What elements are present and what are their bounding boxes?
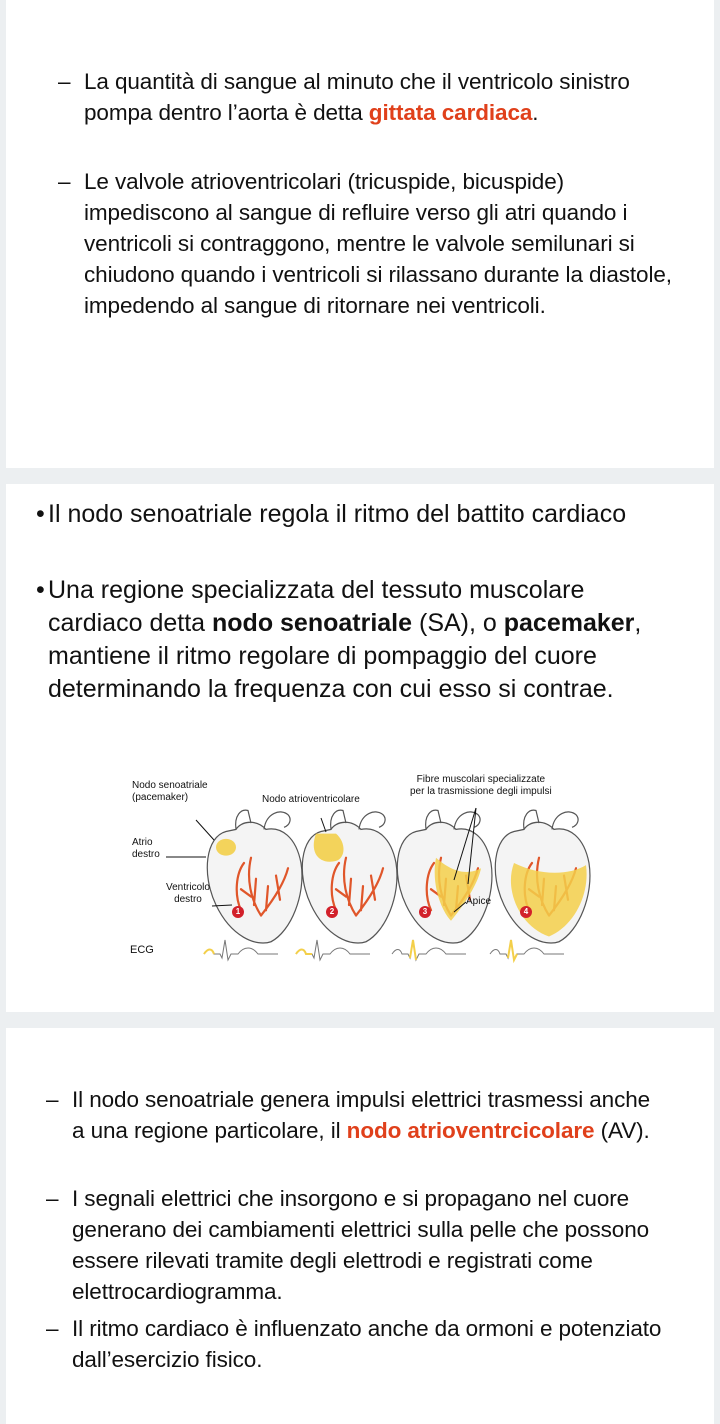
item-text: I segnali elettrici che insorgono e si propagano nel cuore generano dei cambiamenti elettrici sulla pelle che possono essere rilevati tramite degli elettrodi e registrati come elettrocardiogramma.	[72, 1186, 650, 1304]
label-sa-node: Nodo senoatriale (pacemaker)	[132, 780, 208, 803]
dash-marker: –	[46, 1087, 59, 1112]
item-text: Le valvole atrioventricolari (tricuspide, bicuspide) impediscono al sangue di refluire verso gli atri quando i ventricoli si contraggono, mentre le valvole semilunari si chiudono quando i ventricoli si rilassano durante la diastole, impedendo al sangue di ritornare nei ventricoli.	[84, 169, 672, 318]
list-item	[58, 66, 684, 128]
heart-stage-1	[207, 810, 302, 943]
dash-marker: –	[46, 1186, 59, 1211]
highlight-term: nodo atrioventrcicolare	[346, 1118, 595, 1143]
dash-marker: –	[58, 69, 71, 94]
dash-marker: –	[46, 1316, 59, 1341]
bold-term-sa: nodo senoatriale	[212, 609, 413, 637]
heart-diagrams	[6, 780, 714, 980]
slide-3	[6, 1028, 714, 1424]
label-right-atrium: Atrio destro	[132, 837, 160, 860]
item-text-end: (AV).	[594, 1118, 650, 1143]
step-number-1: 1	[232, 906, 244, 918]
bullet-text	[48, 574, 668, 706]
label-ecg: ECG	[130, 944, 154, 956]
list-item	[58, 166, 684, 321]
bold-term-pacemaker: pacemaker	[503, 609, 635, 637]
slide-1	[6, 0, 714, 468]
bullet-text-mid: (SA), o	[412, 609, 504, 637]
item-text: Il nodo senoatriale genera impulsi elettrici trasmessi anche a una regione particolare, il	[72, 1087, 651, 1143]
item-text: Il ritmo cardiaco è influenzato anche da ormoni e potenziato dall’esercizio fisico.	[72, 1316, 662, 1372]
slide-2	[6, 484, 714, 1012]
step-number-4: 4	[520, 906, 532, 918]
label-av-node: Nodo atrioventricolare	[262, 794, 360, 805]
list-item	[46, 1183, 662, 1307]
heart-stage-4	[495, 810, 590, 943]
item-text-end: .	[532, 100, 539, 125]
heart-conduction-figure	[6, 774, 714, 980]
step-number-2: 2	[326, 906, 338, 918]
list-item	[46, 1084, 662, 1146]
bullet-text-end: , mantiene il ritmo regolare di pompaggio del cuore determinando la frequenza con cui esso si contrae.	[48, 609, 642, 703]
label-fibers: Fibre muscolari specializzate per la trasmissione degli impulsi	[410, 774, 552, 797]
heart-stage-2	[302, 810, 397, 943]
bullet-text-start: Una regione specializzata del tessuto muscolare cardiaco detta	[48, 576, 585, 637]
heart-stage-3	[397, 810, 492, 943]
bullet-marker: •	[36, 500, 45, 528]
label-apex: Apice	[466, 896, 492, 907]
list-item	[46, 1313, 662, 1375]
step-number-3: 3	[419, 906, 431, 918]
item-text: La quantità di sangue al minuto che il ventricolo sinistro pompa dentro l’aorta è detta	[84, 69, 630, 125]
label-right-ventricle: Ventricolo destro	[166, 882, 210, 905]
dash-marker: –	[58, 169, 71, 194]
bullet-marker: •	[36, 576, 45, 604]
highlight-term: gittata cardiaca	[368, 100, 533, 125]
bullet-text: Il nodo senoatriale regola il ritmo del battito cardiaco	[48, 500, 627, 528]
